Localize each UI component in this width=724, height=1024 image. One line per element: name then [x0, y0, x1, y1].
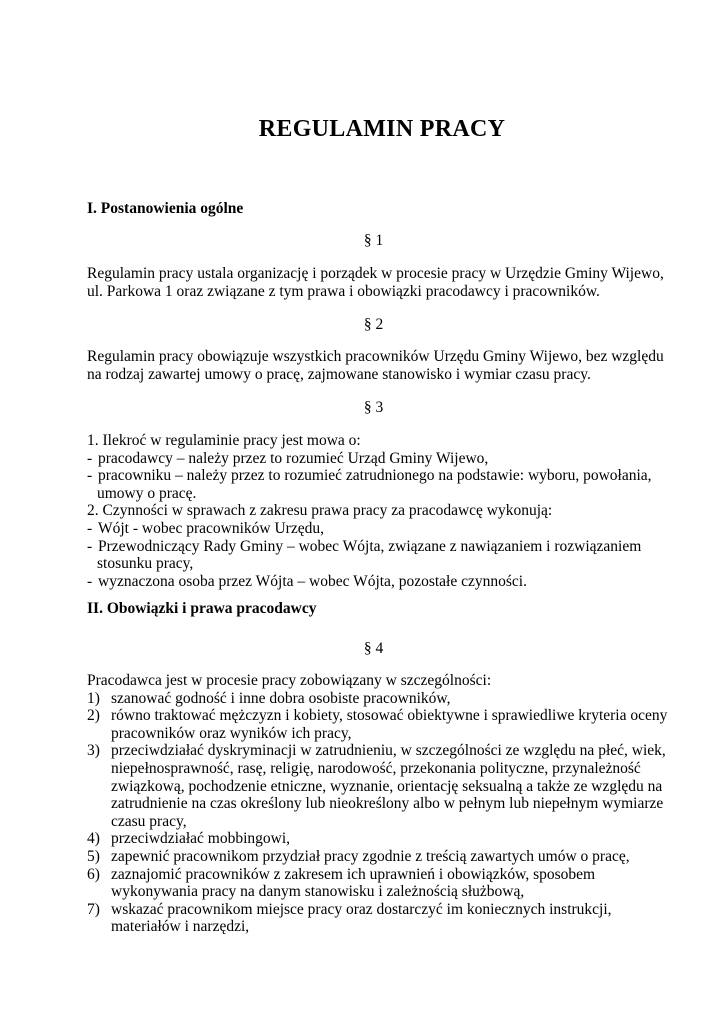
- section-heading-general-provisions: I. Postanowienia ogólne: [87, 200, 244, 217]
- list-item-continuation: stosunku pracy,: [97, 555, 194, 573]
- list-dash: -: [87, 537, 93, 555]
- list-number: 3): [87, 742, 100, 760]
- list-number: 2): [87, 707, 100, 725]
- paragraph-sign-2: § 2: [363, 316, 384, 333]
- paragraph-2-text: [87, 348, 664, 383]
- text-line: 1. Ilekroć w regulaminie pracy jest mowa o:: [87, 432, 361, 449]
- list-item: 5) zapewnić pracownikom przydział pracy zgodnie z treścią zawartych umów o pracę,: [87, 847, 630, 865]
- list-dash: -: [87, 467, 93, 485]
- text-line: 2. Czynności w sprawach z zakresu prawa pracy za pracodawcę wykonują:: [87, 502, 553, 520]
- text-line: Regulamin pracy obowiązuje wszystkich pracowników Urzędu Gminy Wijewo, bez względu: [87, 348, 664, 365]
- list-item: - wyznaczona osoba przez Wójta – wobec Wójta, pozostałe czynności.: [87, 572, 527, 590]
- text-line: Regulamin pracy ustala organizację i porządek w procesie pracy w Urzędzie Gminy Wijewo,: [87, 265, 664, 282]
- list-number: 7): [87, 900, 100, 918]
- list-item: 3) przeciwdziałać dyskryminacji w zatrudnieniu, w szczególności ze względu na płeć, wiek,: [87, 742, 666, 760]
- list-number: 1): [87, 689, 100, 707]
- section-heading-employer-duties: II. Obowiązki i prawa pracodawcy: [87, 600, 317, 617]
- paragraph-sign-1: § 1: [363, 232, 384, 249]
- list-dash: -: [87, 572, 93, 590]
- document-title: REGULAMIN PRACY: [258, 116, 506, 142]
- paragraph-3-text: [87, 432, 652, 590]
- list-item-continuation: materiałów i narzędzi,: [111, 918, 250, 936]
- list-item-continuation: czasu pracy,: [111, 812, 187, 830]
- list-item: 4) przeciwdziałać mobbingowi,: [87, 830, 291, 848]
- list-item: 2) równo traktować mężczyzn i kobiety, stosować obiektywne i sprawiedliwe kryteria oceny: [87, 707, 668, 725]
- list-item: - pracodawcy – należy przez to rozumieć Urząd Gminy Wijewo,: [87, 449, 489, 467]
- list-item: 7) wskazać pracownikom miejsce pracy oraz dostarczyć im koniecznych instrukcji,: [87, 900, 612, 918]
- list-item: - Wójt - wobec pracowników Urzędu,: [87, 519, 324, 537]
- list-item: - pracowniku – należy przez to rozumieć zatrudnionego na podstawie: wyboru, powołania,: [87, 467, 652, 485]
- text-line: ul. Parkowa 1 oraz związane z tym prawa i obowiązki pracodawcy i pracowników.: [87, 282, 600, 300]
- list-item-continuation: umowy o pracę.: [97, 484, 197, 502]
- list-number: 4): [87, 830, 100, 848]
- text-line: na rodzaj zawartej umowy o pracę, zajmowane stanowisko i wymiar czasu pracy.: [87, 365, 591, 383]
- list-item-continuation: pracowników oraz wyników ich pracy,: [111, 724, 352, 742]
- list-number: 5): [87, 847, 100, 865]
- paragraph-sign-4: § 4: [363, 640, 384, 657]
- paragraph-4-text: [87, 672, 667, 936]
- list-dash: -: [87, 519, 93, 537]
- list-item-continuation: zatrudnienie na czas określony lub nieokreślony albo w pełnym lub niepełnym wymiarze: [111, 795, 664, 813]
- list-item-continuation: niepełnosprawność, rasę, religię, narodowość, przekonania polityczne, przynależność: [111, 759, 641, 777]
- list-item: - Przewodniczący Rady Gminy – wobec Wójta, związane z nawiązaniem i rozwiązaniem: [87, 537, 642, 555]
- paragraph-sign-3: § 3: [363, 399, 384, 416]
- list-item: 1) szanować godność i inne dobra osobiste pracowników,: [87, 689, 451, 707]
- paragraph-1-text: [87, 265, 664, 300]
- list-number: 6): [87, 865, 100, 883]
- list-item: 6) zaznajomić pracowników z zakresem ich uprawnień i obowiązków, sposobem: [87, 865, 596, 883]
- list-dash: -: [87, 449, 93, 467]
- list-item-continuation: związkową, pochodzenie etniczne, wyznanie, orientację seksualną a także ze względu na: [111, 777, 663, 795]
- list-item-continuation: wykonywania pracy na danym stanowisku i zależnością służbową,: [111, 883, 525, 901]
- text-line: Pracodawca jest w procesie pracy zobowiązany w szczególności:: [87, 672, 492, 689]
